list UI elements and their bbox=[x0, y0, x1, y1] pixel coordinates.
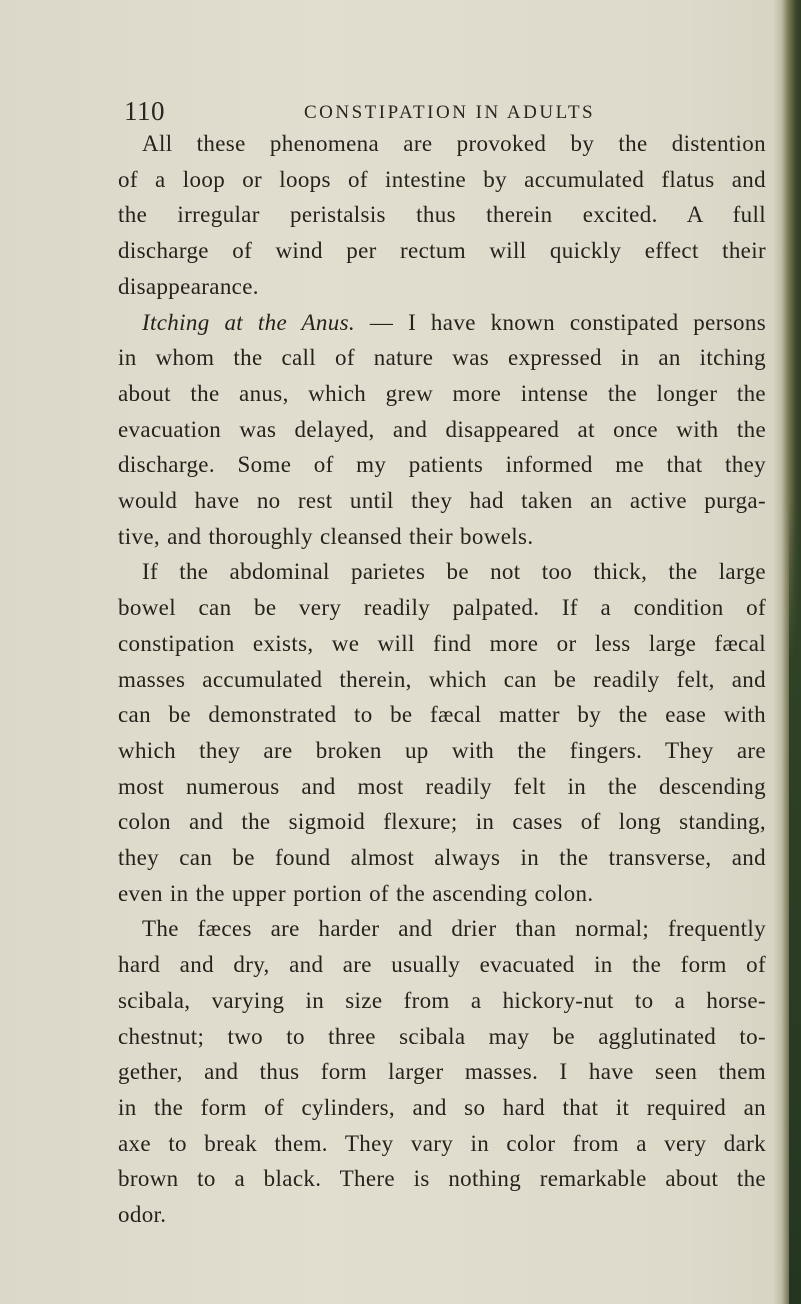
text-line: tive, and thoroughly cleansed their bowels. bbox=[118, 523, 534, 549]
paragraph bbox=[118, 305, 766, 555]
page-header bbox=[124, 96, 764, 130]
text-line: odor. bbox=[118, 1202, 167, 1228]
text-line: most numerous and most readily felt in the descending bbox=[118, 773, 766, 799]
text-line: chestnut; two to three scibala may be agglutinated to- bbox=[118, 1023, 766, 1049]
text-line: can be demonstrated to be fæcal matter by the ease with bbox=[118, 702, 766, 728]
text-fragment: — I have known constipated persons bbox=[355, 309, 766, 335]
text-line: about the anus, which grew more intense the longer the bbox=[118, 380, 766, 406]
text-line: they can be found almost always in the transverse, and bbox=[118, 845, 766, 871]
text-line: brown to a black. There is nothing remarkable about the bbox=[118, 1166, 766, 1192]
paragraph bbox=[118, 911, 766, 1232]
text-line: discharge. Some of my patients informed me that they bbox=[118, 452, 766, 478]
text-line: in whom the call of nature was expressed in an itching bbox=[118, 345, 766, 371]
text-line: colon and the sigmoid flexure; in cases of long standing, bbox=[118, 809, 766, 835]
text-line: would have no rest until they had taken an active purga- bbox=[118, 488, 766, 514]
text-line: masses accumulated therein, which can be readily felt, and bbox=[118, 666, 766, 692]
section-heading: Itching at the Anus. bbox=[142, 309, 355, 335]
page-number: 110 bbox=[124, 96, 165, 126]
body-text bbox=[118, 126, 766, 1233]
text-line: constipation exists, we will find more or less large fæcal bbox=[118, 630, 766, 656]
text-line: disappearance. bbox=[118, 273, 259, 299]
text-line: All these phenomena are provoked by the distention bbox=[142, 131, 766, 156]
paragraph bbox=[118, 126, 766, 305]
text-line: the irregular peristalsis thus therein excited. A full bbox=[118, 202, 766, 228]
text-line: even in the upper portion of the ascending colon. bbox=[118, 880, 594, 906]
text-line: of a loop or loops of intestine by accumulated flatus and bbox=[118, 166, 766, 192]
paragraph bbox=[118, 554, 766, 911]
binding-shadow bbox=[789, 500, 801, 1304]
text-line: gether, and thus form larger masses. I have seen them bbox=[118, 1059, 766, 1085]
text-line: scibala, varying in size from a hickory-nut to a horse- bbox=[118, 987, 766, 1013]
text-line: axe to break them. They vary in color from a very dark bbox=[118, 1130, 766, 1156]
text-line: hard and dry, and are usually evacuated in the form of bbox=[118, 952, 766, 978]
text-line: discharge of wind per rectum will quickly effect their bbox=[118, 238, 766, 264]
text-line: The fæces are harder and drier than normal; frequently bbox=[142, 916, 766, 942]
text-line bbox=[118, 305, 766, 341]
text-line: which they are broken up with the fingers. They are bbox=[118, 737, 766, 763]
running-head: CONSTIPATION IN ADULTS bbox=[304, 102, 596, 123]
text-line: evacuation was delayed, and disappeared at once with the bbox=[118, 416, 766, 442]
text-line: in the form of cylinders, and so hard that it required an bbox=[118, 1094, 766, 1120]
text-line: bowel can be very readily palpated. If a condition of bbox=[118, 595, 766, 621]
text-line: If the abdominal parietes be not too thick, the large bbox=[142, 559, 766, 585]
